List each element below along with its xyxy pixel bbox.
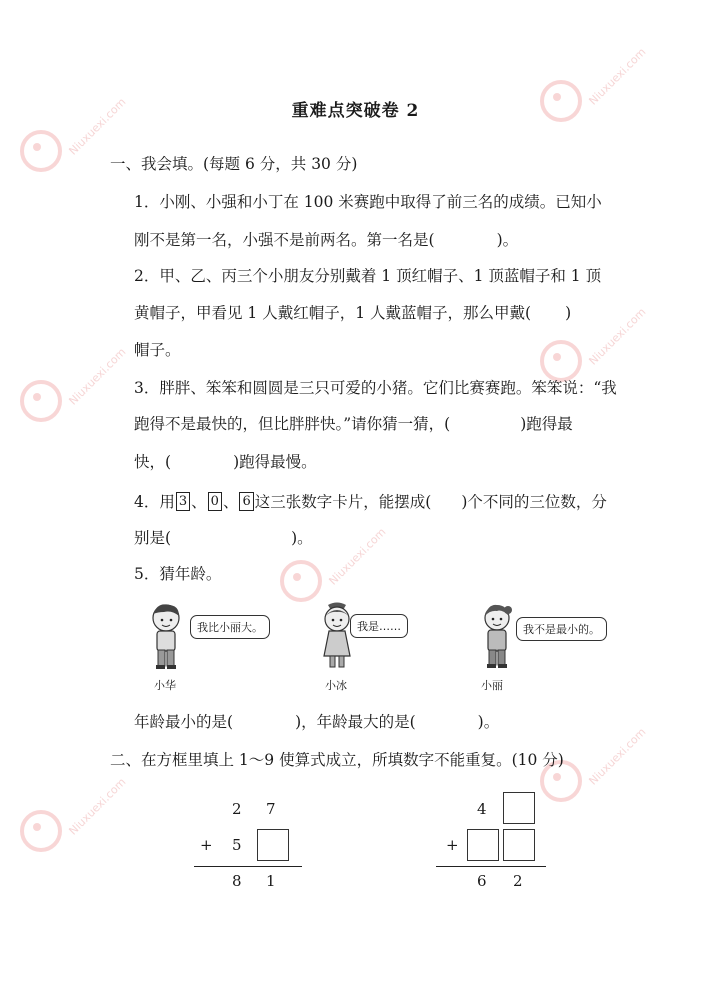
kid-name: 小丽 [481,679,503,692]
digit: 2 [232,800,242,818]
sum-line [194,866,302,867]
q2-line1: 2．甲、乙、丙三个小朋友分别戴着 1 顶红帽子、1 顶蓝帽子和 1 顶 [134,267,602,285]
answer-box[interactable] [257,829,289,861]
boy-illustration [146,602,186,676]
kid-name: 小华 [154,679,176,692]
digit-card: 0 [208,492,222,511]
q4-line2: 别是( )。 [134,529,313,547]
watermark: Niuxuexi.com [20,380,62,426]
plus-sign: + [446,836,459,854]
girl-illustration [318,602,356,676]
girl-illustration [478,602,516,676]
answer-box[interactable] [503,829,535,861]
watermark: Niuxuexi.com [20,130,62,176]
answer-box[interactable] [467,829,499,861]
q1-line2: 刚不是第一名，小强不是前两名。第一名是( )。 [134,231,519,249]
watermark: Niuxuexi.com [280,560,322,606]
watermark: Niuxuexi.com [540,760,582,806]
watermark: Niuxuexi.com [540,80,582,126]
answer-box[interactable] [503,792,535,824]
kid-name: 小冰 [325,679,347,692]
section2-heading: 二、在方框里填上 1～9 使算式成立，所填数字不能重复。(10 分) [110,751,564,769]
digit-card: 6 [239,492,253,511]
q3-line1: 3．胖胖、笨笨和圆圆是三只可爱的小猪。它们比赛赛跑。笨笨说：“我 [134,379,617,397]
q4-line1: 4．用 3 、 0 、 6 这三张数字卡片，能摆成( )个不同的三位数，分 [134,493,607,511]
q5-label: 5．猜年龄。 [134,565,222,583]
digit: 8 [232,872,242,890]
digit: 6 [477,872,487,890]
q1-line1: 1．小刚、小强和小丁在 100 米赛跑中取得了前三名的成绩。已知小 [134,193,602,211]
q2-line3: 帽子。 [134,341,181,359]
plus-sign: + [200,836,213,854]
digit: 4 [477,800,487,818]
speech-bubble: 我不是最小的。 [516,617,607,641]
q3-line3: 快，( )跑得最慢。 [134,453,317,471]
digit: 2 [513,872,523,890]
page-title: 重难点突破卷 2 [291,101,420,121]
watermark: Niuxuexi.com [20,810,62,856]
sum-line [436,866,546,867]
q2-line2: 黄帽子，甲看见 1 人戴红帽子，1 人戴蓝帽子，那么甲戴( ) [134,304,572,322]
digit: 1 [266,872,276,890]
q5-answer-line: 年龄最小的是( )，年龄最大的是( )。 [134,713,500,731]
digit: 5 [232,836,242,854]
speech-bubble: 我比小丽大。 [190,615,270,639]
digit-card: 3 [176,492,190,511]
digit: 7 [266,800,276,818]
q3-line2: 跑得不是最快的，但比胖胖快。”请你猜一猜，( )跑得最 [134,415,573,433]
watermark: Niuxuexi.com [540,340,582,386]
speech-bubble: 我是…… [350,614,408,638]
section1-heading: 一、我会填。(每题 6 分，共 30 分) [110,155,358,173]
